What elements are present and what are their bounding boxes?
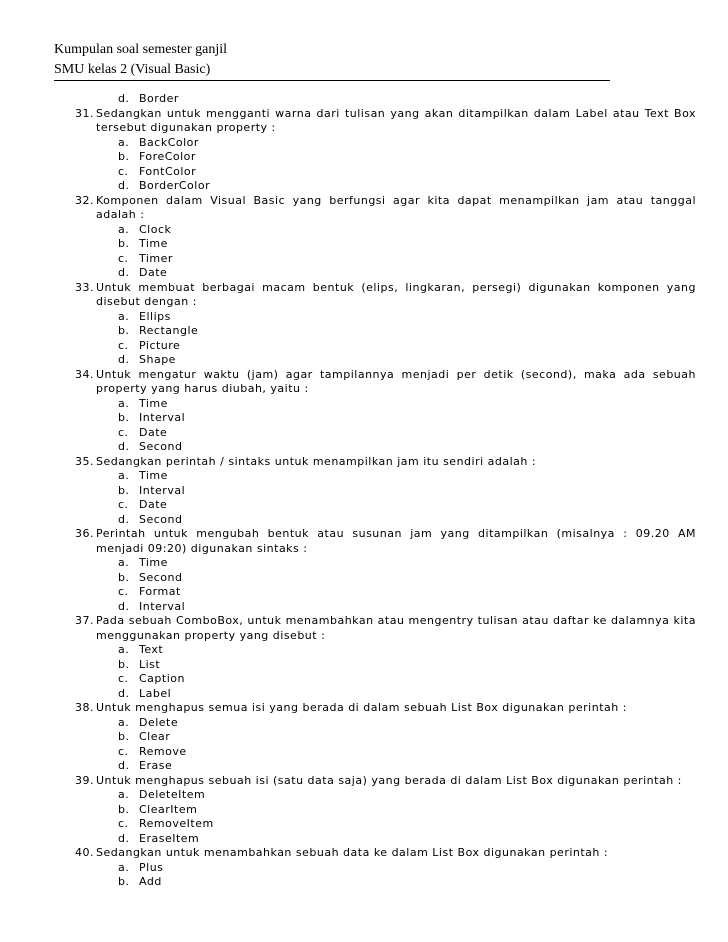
answer-option <box>0 658 728 673</box>
question-item <box>0 107 696 136</box>
option-letter: b. <box>118 657 130 671</box>
option-letter: b. <box>118 483 130 497</box>
answer-option <box>0 730 728 745</box>
question-text: Sedangkan perintah / sintaks untuk menampilkan jam itu sendiri adalah : <box>96 454 537 468</box>
option-letter: d. <box>118 512 130 526</box>
option-letter: d. <box>118 92 130 105</box>
option-text: BackColor <box>139 135 199 149</box>
question-item <box>0 281 696 310</box>
answer-option <box>0 687 728 702</box>
option-text: Timer <box>139 251 173 265</box>
answer-option <box>0 759 728 774</box>
option-letter: d. <box>118 599 130 613</box>
option-text: Interval <box>139 599 186 613</box>
header-divider <box>54 80 610 81</box>
answer-option <box>0 672 728 687</box>
question-item <box>0 527 696 556</box>
option-text: Clear <box>139 730 171 743</box>
option-letter: a. <box>118 788 130 801</box>
option-text: List <box>139 657 161 671</box>
option-letter: b. <box>118 802 130 816</box>
option-text: Label <box>139 686 172 700</box>
option-letter: a. <box>118 715 130 729</box>
option-text: Clock <box>139 222 172 236</box>
option-text: Caption <box>139 672 185 685</box>
option-text: BorderColor <box>139 179 211 192</box>
answer-option <box>0 469 728 484</box>
option-letter: a. <box>118 396 130 410</box>
option-text: Shape <box>139 353 176 366</box>
answer-option <box>0 310 728 325</box>
option-letter: c. <box>118 338 129 352</box>
answer-option <box>0 817 728 832</box>
answer-option <box>0 397 728 412</box>
option-letter: b. <box>118 875 130 888</box>
question-text: Untuk mengatur waktu (jam) agar tampilannya menjadi per detik (second), maka ada sebuah property yang harus diubah, yaitu : <box>96 367 696 395</box>
question-item <box>0 614 696 643</box>
answer-option <box>0 179 728 194</box>
answer-option <box>0 498 728 513</box>
question-text: Untuk menghapus sebuah isi (satu data saja) yang berada di dalam List Box digunakan perintah : <box>96 773 682 787</box>
option-text: Second <box>139 512 183 526</box>
answer-option <box>0 803 728 818</box>
option-letter: a. <box>118 469 130 482</box>
question-text: Komponen dalam Visual Basic yang berfungsi agar kita dapat menampilkan jam atau tanggal adalah : <box>96 193 696 221</box>
option-text: ForeColor <box>139 150 196 163</box>
header-line-2: SMU kelas 2 (Visual Basic) <box>54 62 211 77</box>
option-letter: c. <box>118 425 129 439</box>
option-text: Date <box>139 498 168 511</box>
answer-option <box>0 643 728 658</box>
option-text: EraseItem <box>139 831 200 845</box>
question-number: 38. <box>75 701 94 714</box>
option-letter: d. <box>118 440 130 453</box>
question-text: Untuk membuat berbagai macam bentuk (elips, lingkaran, persegi) digunakan komponen yang disebut dengan : <box>96 280 696 308</box>
option-letter: d. <box>118 353 130 366</box>
option-letter: d. <box>118 759 130 772</box>
option-text: RemoveItem <box>139 817 214 830</box>
option-letter: a. <box>118 556 130 569</box>
option-letter: c. <box>118 498 129 511</box>
option-text: Date <box>139 266 168 279</box>
question-number: 39. <box>75 773 94 787</box>
question-list <box>0 92 728 890</box>
question-item <box>0 455 696 470</box>
answer-option <box>0 832 728 847</box>
answer-option <box>0 237 728 252</box>
answer-option <box>0 324 728 339</box>
question-number: 35. <box>75 454 94 468</box>
option-text: Time <box>139 556 168 569</box>
option-letter: c. <box>118 164 129 178</box>
answer-option <box>0 716 728 731</box>
answer-option <box>0 600 728 615</box>
option-letter: a. <box>118 135 130 149</box>
page-header <box>54 40 610 80</box>
option-text: Interval <box>139 411 186 424</box>
question-number: 34. <box>75 367 94 381</box>
answer-option <box>0 875 728 890</box>
question-number: 31. <box>75 106 94 120</box>
option-text: Interval <box>139 483 186 497</box>
answer-option <box>0 513 728 528</box>
option-letter: d. <box>118 266 130 279</box>
option-text: Text <box>139 643 164 656</box>
question-text: Sedangkan untuk mengganti warna dari tulisan yang akan ditampilkan dalam Label atau Text Box tersebut digunakan property : <box>96 106 696 134</box>
question-number: 33. <box>75 280 94 294</box>
option-letter: a. <box>118 860 130 874</box>
option-letter: d. <box>118 686 130 700</box>
option-text: Plus <box>139 860 164 874</box>
option-letter: c. <box>118 251 129 265</box>
answer-option <box>0 266 728 281</box>
question-item <box>0 368 696 397</box>
option-text: FontColor <box>139 164 197 178</box>
option-text: Picture <box>139 338 181 352</box>
option-text: Second <box>139 570 183 584</box>
question-text: Untuk menghapus semua isi yang berada di dalam sebuah List Box digunakan perintah : <box>96 701 627 714</box>
answer-option <box>0 136 728 151</box>
option-text: Delete <box>139 715 179 729</box>
option-text: Rectangle <box>139 324 199 337</box>
question-number: 36. <box>75 527 94 540</box>
option-letter: c. <box>118 817 129 830</box>
question-item <box>0 701 696 716</box>
option-letter: c. <box>118 585 129 598</box>
answer-option <box>0 556 728 571</box>
answer-option <box>0 585 728 600</box>
question-item <box>0 774 696 789</box>
option-text: Date <box>139 425 168 439</box>
option-letter: d. <box>118 831 130 845</box>
option-letter: b. <box>118 730 130 743</box>
option-text: Format <box>139 585 181 598</box>
option-text: Add <box>139 875 162 888</box>
option-letter: b. <box>118 411 130 424</box>
header-line-1: Kumpulan soal semester ganjil <box>54 42 228 57</box>
option-letter: a. <box>118 643 130 656</box>
option-text: Second <box>139 440 183 453</box>
option-text: Ellips <box>139 309 171 323</box>
answer-option <box>0 339 728 354</box>
answer-option <box>0 426 728 441</box>
answer-option <box>0 571 728 586</box>
option-text: Time <box>139 469 168 482</box>
question-text: Perintah untuk mengubah bentuk atau susunan jam yang ditampilkan (misalnya : 09.20 AM menjadi 09:20) digunakan sintaks : <box>96 527 696 555</box>
option-letter: c. <box>118 744 129 758</box>
option-text: DeleteItem <box>139 788 206 801</box>
option-letter: b. <box>118 570 130 584</box>
option-letter: b. <box>118 324 130 337</box>
answer-option <box>0 484 728 499</box>
answer-option <box>0 861 728 876</box>
option-letter: a. <box>118 222 130 236</box>
question-number: 37. <box>75 614 94 627</box>
answer-option <box>0 411 728 426</box>
option-text: Remove <box>139 744 187 758</box>
answer-option <box>0 440 728 455</box>
answer-option <box>0 745 728 760</box>
answer-option <box>0 150 728 165</box>
option-letter: b. <box>118 237 130 250</box>
question-number: 32. <box>75 193 94 207</box>
question-number: 40. <box>75 846 94 859</box>
question-text: Pada sebuah ComboBox, untuk menambahkan atau mengentry tulisan atau daftar ke dalamnya kita menggunakan property yang disebut : <box>96 614 696 642</box>
question-item <box>0 194 696 223</box>
question-item <box>0 846 696 861</box>
option-text: ClearItem <box>139 802 198 816</box>
answer-option <box>0 353 728 368</box>
option-text: Time <box>139 237 168 250</box>
option-letter: a. <box>118 309 130 323</box>
option-text: Border <box>139 92 179 105</box>
option-text: Erase <box>139 759 173 772</box>
answer-option <box>0 223 728 238</box>
option-text: Time <box>139 396 168 410</box>
answer-option <box>0 252 728 267</box>
answer-option <box>0 165 728 180</box>
question-text: Sedangkan untuk menambahkan sebuah data ke dalam List Box digunakan perintah : <box>96 846 609 859</box>
answer-option <box>0 788 728 803</box>
option-letter: b. <box>118 150 130 163</box>
option-letter: c. <box>118 672 129 685</box>
option-letter: d. <box>118 179 130 192</box>
answer-option <box>0 92 728 107</box>
